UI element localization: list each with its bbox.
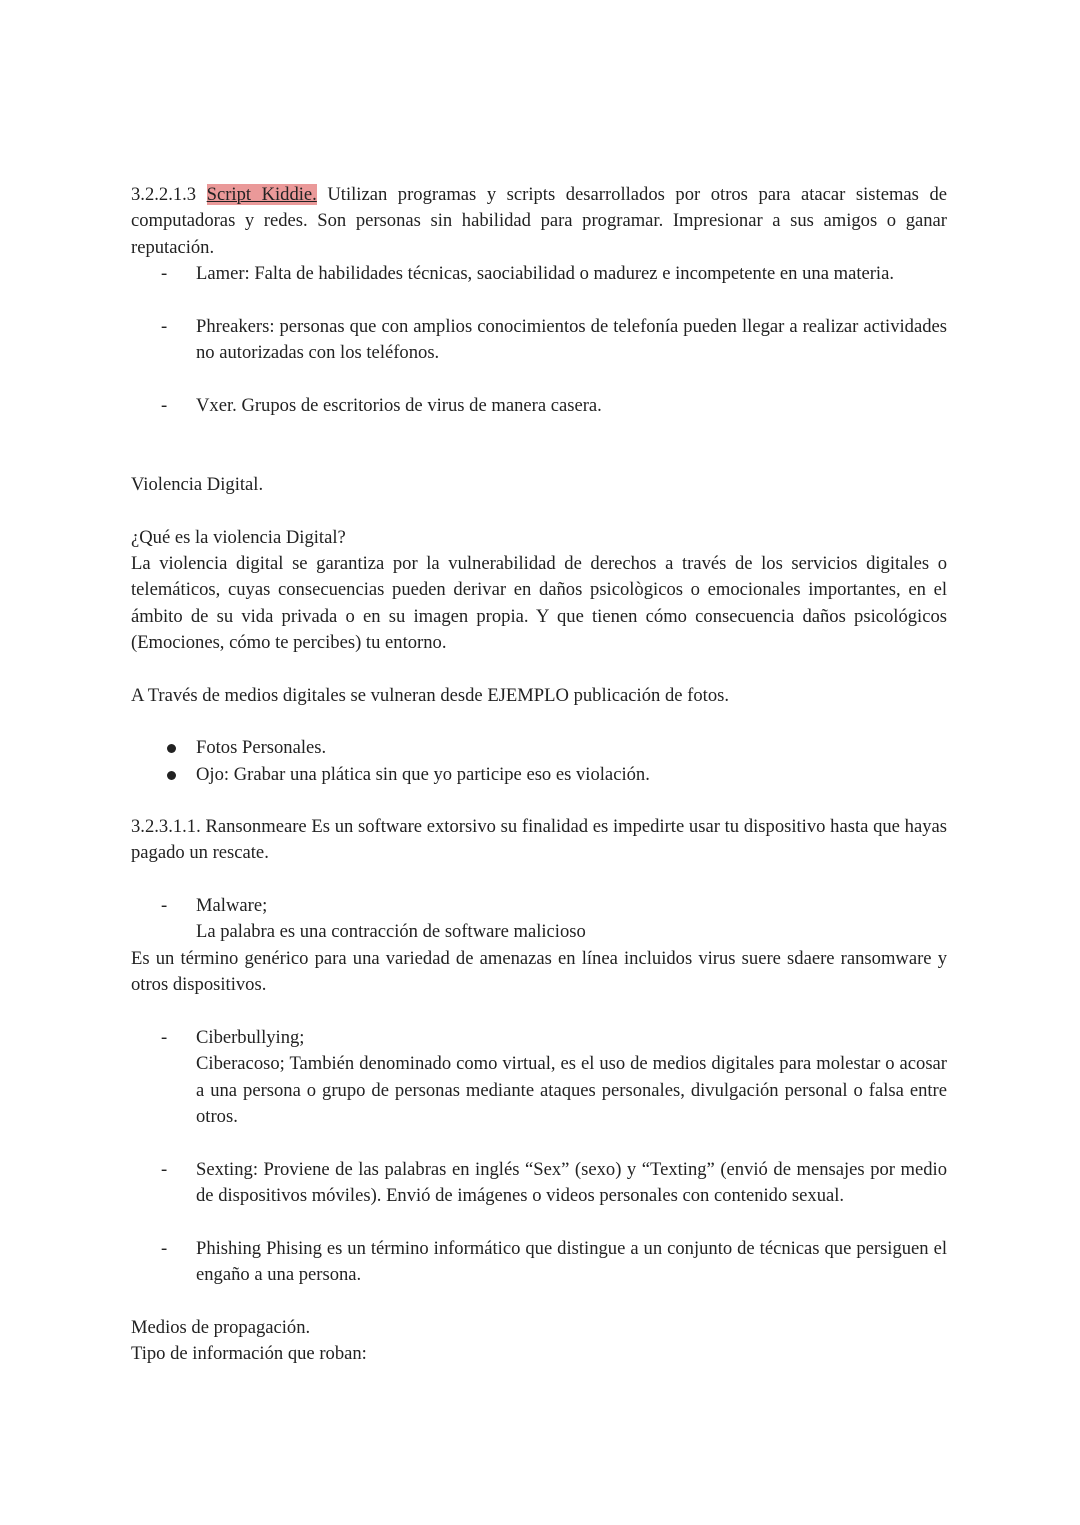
list-item-ciberbullying [131,1025,947,1131]
bullet-item [131,762,947,788]
list-item-lamer [131,261,947,287]
dash-marker: - [161,1027,168,1048]
list-item-text: Vxer. Grupos de escritorios de virus de manera casera. [196,395,602,416]
list-item-sexting [131,1157,947,1210]
list-item-malware [131,893,947,946]
section-heading: Violencia Digital. [131,474,264,495]
bullet-text: Ojo: Grabar una plática sin que yo participe eso es violación. [196,764,650,785]
list-item-subtitle: La palabra es una contracción de software malicioso [196,921,586,943]
dash-marker: - [161,1159,168,1180]
dash-marker: - [161,316,168,337]
highlighted-term: Script Kiddie. [206,184,317,205]
list-item-text: Phreakers: personas que con amplios conocimientos de telefonía pueden llegar a realizar actividades no autorizadas con los teléfonos. [196,316,947,364]
bullet-item [131,735,947,761]
dash-marker: - [161,895,168,916]
list-item-text: Phishing Phising es un término informático que distingue a un conjunto de técnicas que persiguen el engaño a una persona. [196,1238,947,1286]
bullet-text: Fotos Personales. [196,737,327,758]
list-item-text: Ciberacoso; También denominado como virtual, es el uso de medios digitales para molestar o acosar a una persona o grupo de personas mediante ataques personales, divulgación personal o falsa entre otros. [196,1053,947,1128]
malware-paragraph: Es un término genérico para una variedad de amenazas en línea incluidos virus suere sdaere ransomware y otros dispositivos. [131,948,947,996]
propagation-line: Medios de propagación. [131,1317,311,1338]
bullet-marker [167,771,176,780]
stolen-info-line: Tipo de información que roban: [131,1343,367,1364]
dash-marker: - [161,263,168,284]
list-item-vxer [131,393,947,419]
list-item-text: Lamer: Falta de habilidades técnicas, saociabilidad o madurez e incompetente en una materia. [196,263,895,284]
script-kiddie-text: Utilizan programas y scripts desarrollados por otros para atacar sistemas de computadoras y redes. Son personas sin habilidad para programar. Impresionar a sus amigos o ganar reputación. [131,184,947,258]
list-item-phreakers [131,314,947,367]
question-line: ¿Qué es la violencia Digital? [131,527,346,548]
list-item-title: Ciberbullying; [196,1027,305,1048]
dash-marker: - [161,395,168,416]
list-item-title: Malware; [196,895,268,916]
medios-paragraph: A Través de medios digitales se vulneran desde EJEMPLO publicación de fotos. [131,685,730,706]
ransomware-paragraph: 3.2.3.1.1. Ransonmeare Es un software extorsivo su finalidad es impedirte usar tu dispositivo hasta que hayas pagado un rescate. [131,816,947,864]
dash-marker: - [161,1238,168,1259]
section-number: 3.2.2.1.3 [131,184,197,205]
definition-paragraph: La violencia digital se garantiza por la vulnerabilidad de derechos a través de los servicios digitales o telemáticos, cuyas consecuencias pueden derivar en daños psicològicos o emocionales importantes, en el ámbito de su vida privada o en su imagen propia. Y que tienen cómo consecuencia daños psicológicos (Emociones, cómo te percibes) tu entorno. [131,553,947,654]
list-item-phishing [131,1236,947,1289]
script-kiddie-paragraph [131,182,947,261]
bullet-marker [167,744,176,753]
list-item-text: Sexting: Proviene de las palabras en inglés “Sex” (sexo) y “Texting” (envió de mensajes por medio de dispositivos móviles). Envió de imágenes o videos personales con contenido sexual. [196,1159,947,1207]
